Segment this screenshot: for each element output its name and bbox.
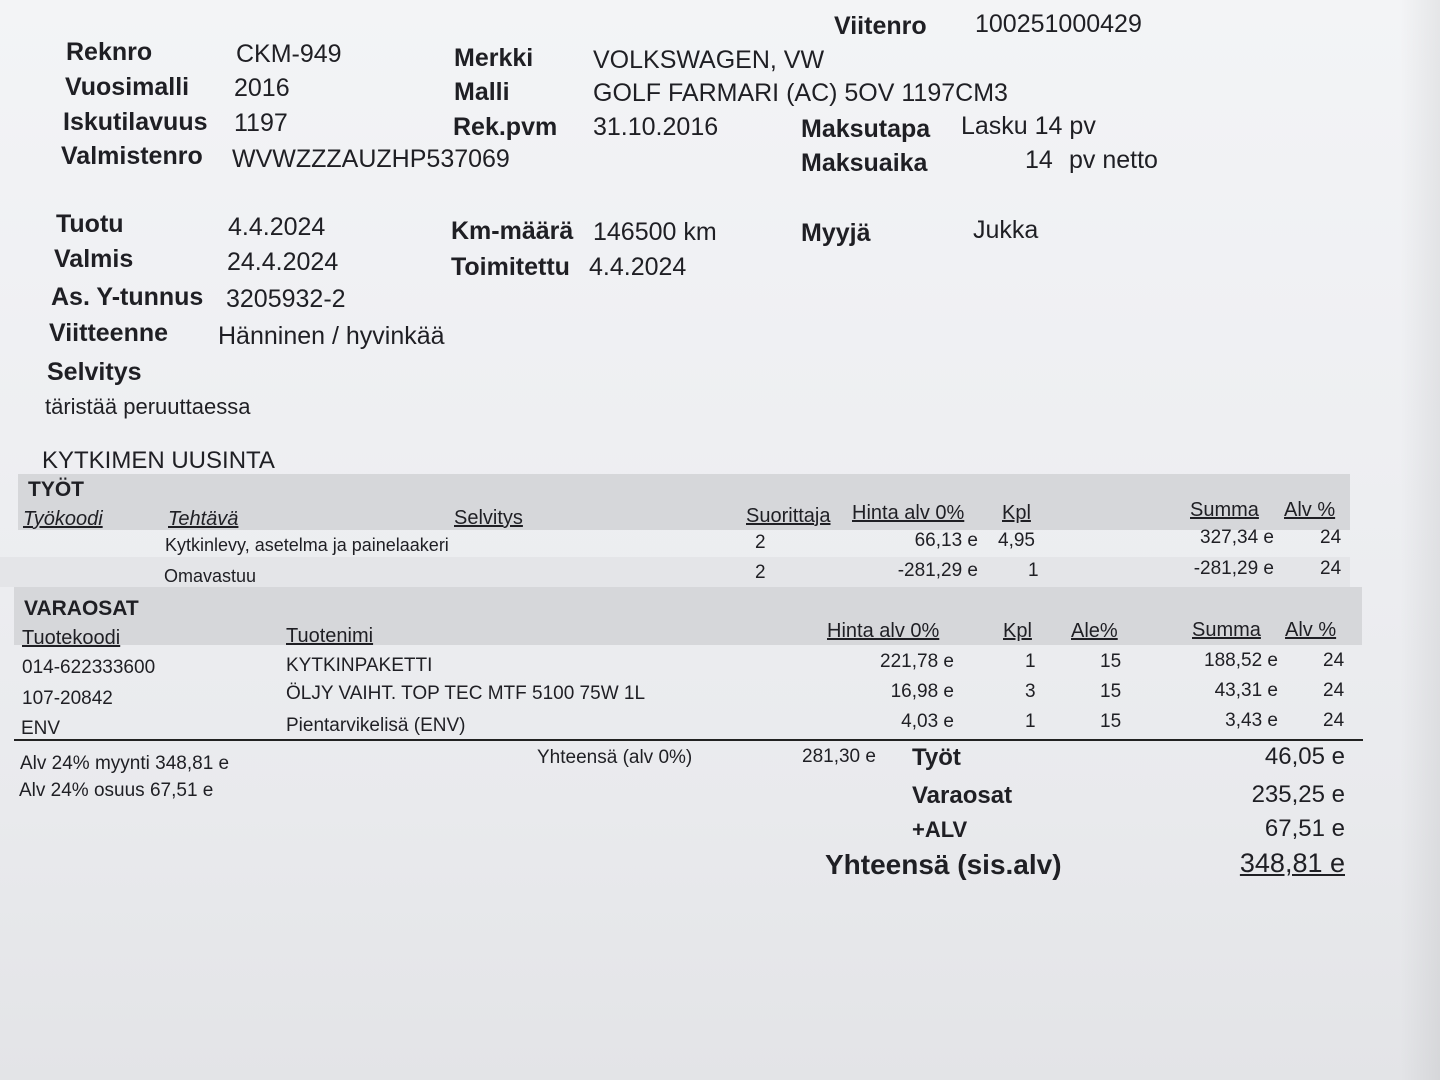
- parts-header-price: Hinta alv 0%: [827, 620, 940, 642]
- works-header-vat: Alv %: [1284, 499, 1336, 521]
- km-label: Km-määrä: [451, 217, 574, 245]
- tuotu-value: 4.4.2024: [228, 213, 326, 241]
- parts-header-name: Tuotenimi: [286, 625, 374, 647]
- yhteensa-alv0-label: Yhteensä (alv 0%): [537, 747, 693, 768]
- alv-total-label: +ALV: [912, 817, 968, 842]
- parts-row2-price: 16,98 e: [890, 681, 954, 702]
- parts-header-band: [14, 587, 1362, 645]
- parts-row1-qty: 1: [1025, 651, 1036, 672]
- maksutapa-value: Lasku 14 pv: [961, 112, 1096, 140]
- parts-row1-sum: 188,52 e: [1204, 650, 1278, 671]
- valmistenro-label: Valmistenro: [61, 142, 203, 170]
- parts-row3-code: ENV: [21, 718, 61, 739]
- works-header-price: Hinta alv 0%: [852, 502, 965, 524]
- parts-row3-qty: 1: [1025, 711, 1036, 732]
- valmistenro-value: WVWZZZAUZHP537069: [232, 145, 510, 173]
- merkki-label: Merkki: [454, 44, 534, 72]
- parts-row1-name: KYTKINPAKETTI: [286, 655, 433, 676]
- works-row2-price: -281,29 e: [897, 560, 978, 581]
- paper-edge-shadow: [1400, 0, 1440, 1080]
- maksutapa-label: Maksutapa: [801, 115, 931, 143]
- parts-row1-discount: 15: [1100, 651, 1122, 672]
- parts-row1-vat: 24: [1323, 650, 1345, 671]
- malli-value: GOLF FARMARI (AC) 5OV 1197CM3: [593, 79, 1008, 107]
- parts-section-title: VARAOSAT: [24, 597, 139, 620]
- ytunnus-value: 3205932-2: [226, 285, 346, 313]
- grand-total-value: 348,81 e: [1239, 848, 1345, 878]
- parts-header-code: Tuotekoodi: [22, 627, 121, 649]
- tuotu-label: Tuotu: [56, 210, 124, 238]
- parts-row2-code: 107-20842: [22, 688, 113, 709]
- parts-row2-qty: 3: [1025, 681, 1036, 702]
- rekpvm-label: Rek.pvm: [453, 113, 558, 141]
- maksuaika-label: Maksuaika: [801, 149, 928, 177]
- iskutilavuus-label: Iskutilavuus: [63, 108, 208, 136]
- parts-row2-name: ÖLJY VAIHT. TOP TEC MTF 5100 75W 1L: [286, 683, 646, 704]
- reknro-label: Reknro: [66, 38, 153, 66]
- alv-osuus: Alv 24% osuus 67,51 e: [19, 780, 214, 801]
- parts-row1-price: 221,78 e: [880, 651, 954, 672]
- malli-label: Malli: [454, 78, 510, 106]
- vuosimalli-label: Vuosimalli: [65, 73, 190, 101]
- works-row1-qty: 4,95: [998, 530, 1035, 551]
- grand-total-label: Yhteensä (sis.alv): [825, 849, 1062, 880]
- works-row1-sum: 327,34 e: [1200, 527, 1274, 548]
- parts-row3-name: Pientarvikelisä (ENV): [286, 715, 466, 736]
- works-row2-vat: 24: [1320, 558, 1342, 579]
- toimitettu-label: Toimitettu: [451, 253, 570, 281]
- parts-row2-vat: 24: [1323, 680, 1345, 701]
- toimitettu-value: 4.4.2024: [589, 253, 687, 281]
- selvitys-value: täristää peruuttaessa: [45, 394, 251, 419]
- viitenro-label: Viitenro: [834, 12, 927, 40]
- works-header-desc: Selvitys: [454, 507, 523, 529]
- parts-header-qty: Kpl: [1003, 620, 1032, 642]
- works-row2-sum: -281,29 e: [1193, 558, 1274, 579]
- merkki-value: VOLKSWAGEN, VW: [593, 46, 825, 74]
- tyot-total-value: 46,05 e: [1264, 743, 1345, 770]
- parts-header-vat: Alv %: [1285, 619, 1337, 641]
- parts-row3-vat: 24: [1323, 710, 1345, 731]
- vuosimalli-value: 2016: [234, 74, 290, 102]
- parts-header-discount: Ale%: [1071, 620, 1118, 642]
- parts-row2-discount: 15: [1100, 681, 1122, 702]
- works-row2-qty: 1: [1028, 560, 1039, 581]
- km-value: 146500 km: [593, 218, 717, 246]
- works-header-task: Tehtävä: [168, 508, 239, 530]
- rekpvm-value: 31.10.2016: [593, 113, 719, 141]
- tyot-total-label: Työt: [912, 744, 961, 771]
- parts-header-sum: Summa: [1192, 619, 1261, 641]
- parts-row3-sum: 3,43 e: [1225, 710, 1278, 731]
- viitteenne-value: Hänninen / hyvinkää: [218, 322, 445, 350]
- parts-row3-discount: 15: [1100, 711, 1122, 732]
- yhteensa-alv0-value: 281,30 e: [802, 746, 876, 767]
- job-title: KYTKIMEN UUSINTA: [42, 447, 275, 474]
- works-section-title: TYÖT: [28, 478, 84, 501]
- ytunnus-label: As. Y-tunnus: [51, 283, 204, 311]
- parts-row1-code: 014-622333600: [22, 657, 156, 678]
- table-bottom-rule: [14, 739, 1363, 741]
- myyja-value: Jukka: [973, 216, 1039, 244]
- myyja-label: Myyjä: [801, 219, 871, 247]
- iskutilavuus-value: 1197: [234, 109, 288, 137]
- maksuaika-text: pv netto: [1069, 146, 1158, 174]
- reknro-value: CKM-949: [236, 40, 342, 68]
- works-row1-vat: 24: [1320, 527, 1342, 548]
- parts-row3-price: 4,03 e: [901, 711, 954, 732]
- works-header-code: Työkoodi: [23, 508, 103, 530]
- selvitys-label: Selvitys: [47, 358, 142, 386]
- viitteenne-label: Viitteenne: [49, 319, 169, 347]
- varaosat-total-label: Varaosat: [912, 782, 1013, 809]
- valmis-value: 24.4.2024: [227, 248, 339, 276]
- works-header-sum: Summa: [1190, 499, 1259, 521]
- maksuaika-days: 14: [1025, 146, 1053, 174]
- parts-row2-sum: 43,31 e: [1214, 680, 1278, 701]
- works-header-qty: Kpl: [1002, 502, 1031, 524]
- valmis-label: Valmis: [54, 245, 134, 273]
- works-header-performer: Suorittaja: [746, 505, 831, 527]
- varaosat-total-value: 235,25 e: [1251, 781, 1345, 808]
- works-row1-performer: 2: [755, 532, 766, 553]
- works-row2-task: Omavastuu: [164, 566, 257, 586]
- alv-myynti: Alv 24% myynti 348,81 e: [20, 753, 230, 774]
- works-row2-performer: 2: [755, 562, 766, 583]
- works-row1-task: Kytkinlevy, asetelma ja painelaakeri: [165, 535, 449, 555]
- viitenro-value: 100251000429: [975, 10, 1142, 38]
- works-row1-price: 66,13 e: [914, 530, 978, 551]
- alv-total-value: 67,51 e: [1264, 815, 1345, 842]
